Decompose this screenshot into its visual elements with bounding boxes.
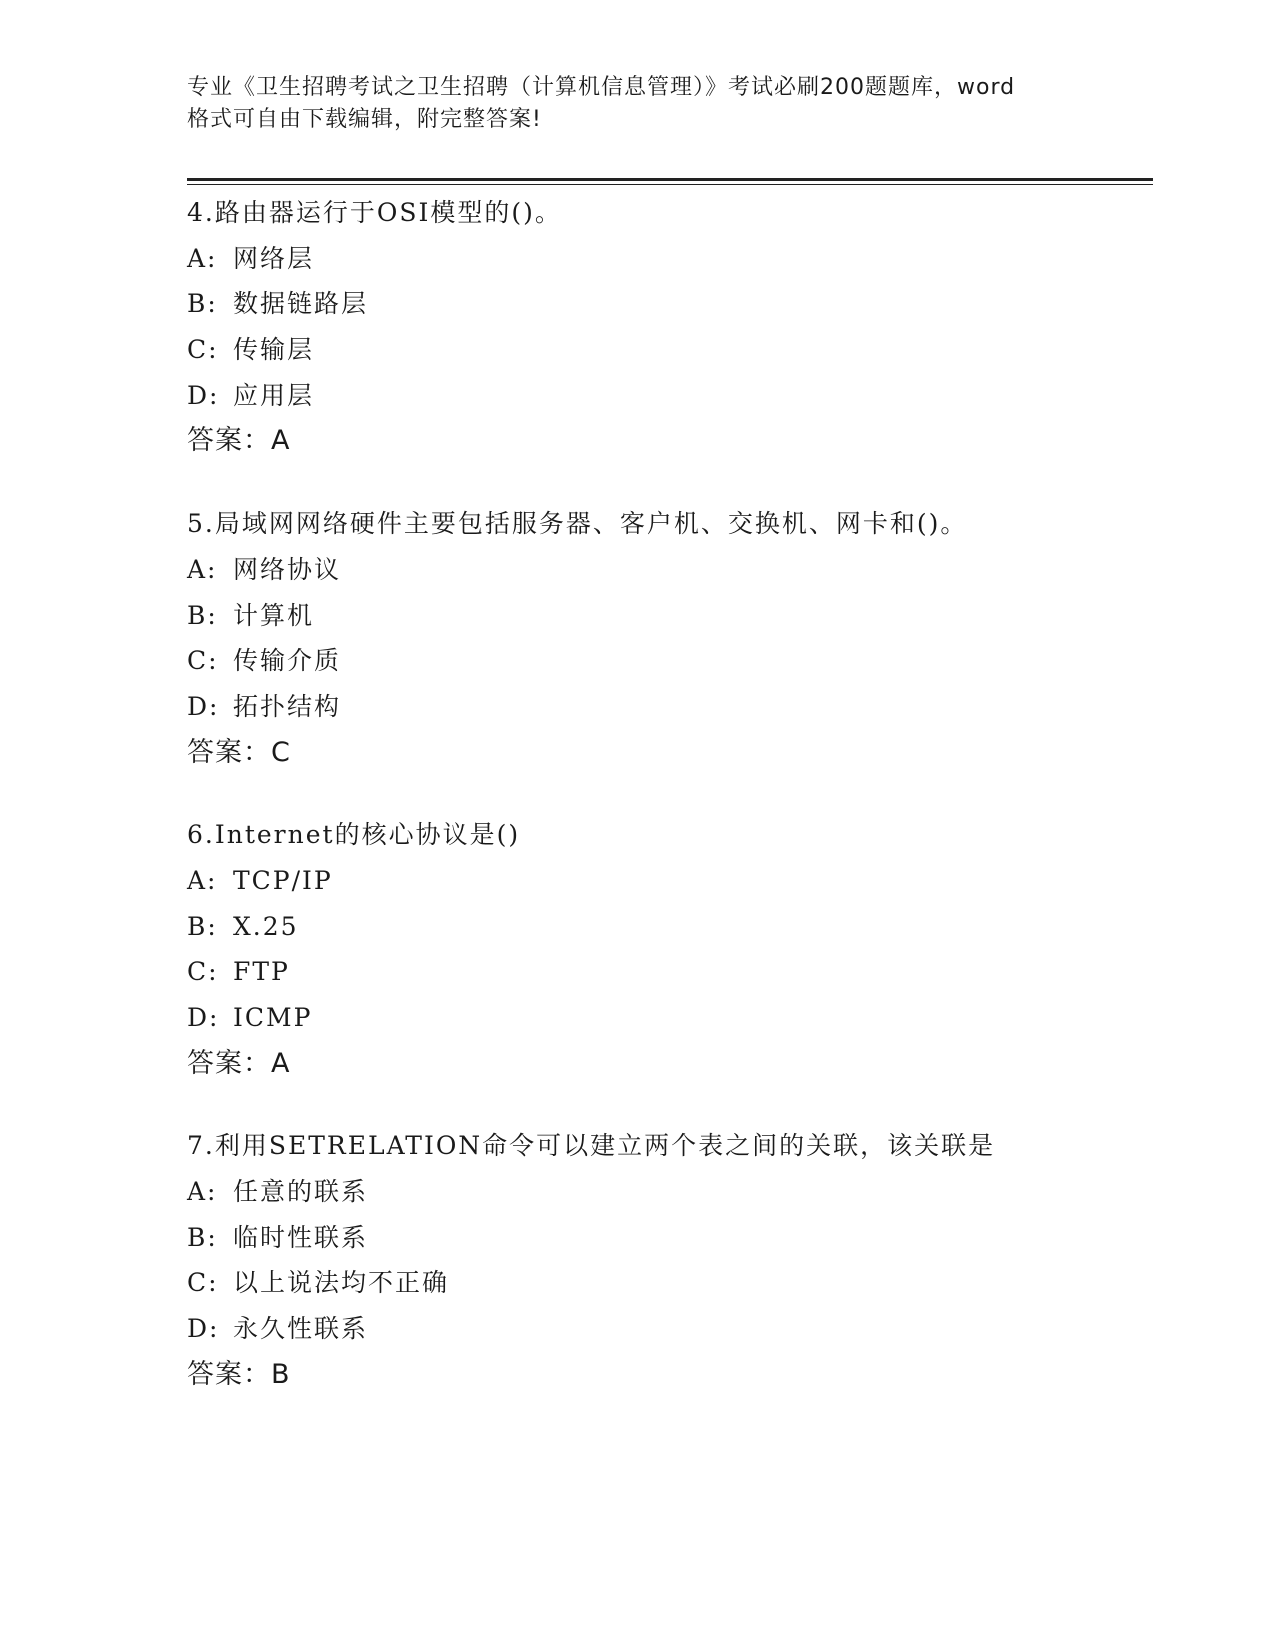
option-letter: A: — [187, 554, 218, 584]
header-divider-thick — [187, 178, 1153, 181]
option-text: X.25 — [233, 911, 299, 941]
question-stem: 5.局域网网络硬件主要包括服务器、客户机、交换机、网卡和()。 — [187, 509, 968, 539]
option-letter: A: — [187, 243, 218, 273]
option-text: 传输介质 — [233, 646, 342, 676]
option-text: 拓扑结构 — [233, 691, 342, 721]
document-header — [187, 72, 1087, 136]
question-7 — [187, 1123, 1153, 1397]
option-a — [187, 1169, 1153, 1215]
option-letter: D: — [187, 1314, 220, 1344]
question-stem: 6.Internet的核心协议是() — [187, 820, 521, 850]
option-text: FTP — [233, 957, 290, 987]
option-text: 传输层 — [233, 335, 315, 365]
option-text: 计算机 — [233, 600, 315, 630]
option-letter: D: — [187, 691, 220, 721]
option-c — [187, 1260, 1153, 1306]
option-letter: A: — [187, 865, 218, 895]
option-text: 任意的联系 — [233, 1177, 369, 1207]
option-letter: C: — [187, 1268, 219, 1298]
header-line-1: 专业《卫生招聘考试之卫生招聘（计算机信息管理）》考试必刷200题题库，word — [187, 75, 1016, 100]
option-text: 临时性联系 — [233, 1222, 369, 1252]
option-text: 以上说法均不正确 — [233, 1268, 450, 1298]
option-d — [187, 995, 1153, 1041]
header-divider-thin — [187, 184, 1153, 185]
option-text: TCP/IP — [233, 865, 333, 895]
option-a — [187, 858, 1153, 904]
option-d — [187, 684, 1153, 730]
option-b — [187, 1215, 1153, 1261]
option-d — [187, 1306, 1153, 1352]
option-text: 网络协议 — [233, 554, 342, 584]
answer-label: 答案：A — [187, 1047, 291, 1079]
option-b — [187, 593, 1153, 639]
option-c — [187, 638, 1153, 684]
option-letter: D: — [187, 1003, 220, 1032]
question-list — [187, 190, 1153, 1435]
option-text: 永久性联系 — [233, 1314, 369, 1344]
header-line-2: 格式可自由下载编辑，附完整答案! — [187, 107, 542, 132]
option-letter: C: — [187, 335, 219, 365]
option-text: 数据链路层 — [233, 289, 369, 319]
answer-label: 答案：B — [187, 1358, 291, 1390]
option-letter: B: — [187, 600, 218, 630]
option-letter: C: — [187, 957, 219, 987]
option-c — [187, 949, 1153, 995]
answer-label: 答案：A — [187, 425, 291, 457]
option-b — [187, 281, 1153, 327]
question-stem: 7.利用SETRELATION命令可以建立两个表之间的关联，该关联是 — [187, 1131, 996, 1161]
answer-label: 答案：C — [187, 736, 291, 768]
option-c — [187, 327, 1153, 373]
question-stem: 4.路由器运行于OSI模型的()。 — [187, 198, 562, 227]
option-text: 网络层 — [233, 243, 315, 273]
option-d — [187, 373, 1153, 419]
question-5 — [187, 501, 1153, 775]
option-b — [187, 904, 1153, 950]
option-text: ICMP — [233, 1003, 313, 1032]
option-text: 应用层 — [233, 380, 315, 410]
option-a — [187, 547, 1153, 593]
option-letter: C: — [187, 646, 219, 676]
question-6 — [187, 812, 1153, 1086]
option-letter: D: — [187, 380, 220, 410]
option-letter: B: — [187, 911, 218, 941]
option-letter: B: — [187, 289, 218, 319]
question-4 — [187, 190, 1153, 464]
option-letter: B: — [187, 1222, 218, 1252]
option-letter: A: — [187, 1177, 218, 1207]
option-a — [187, 236, 1153, 282]
